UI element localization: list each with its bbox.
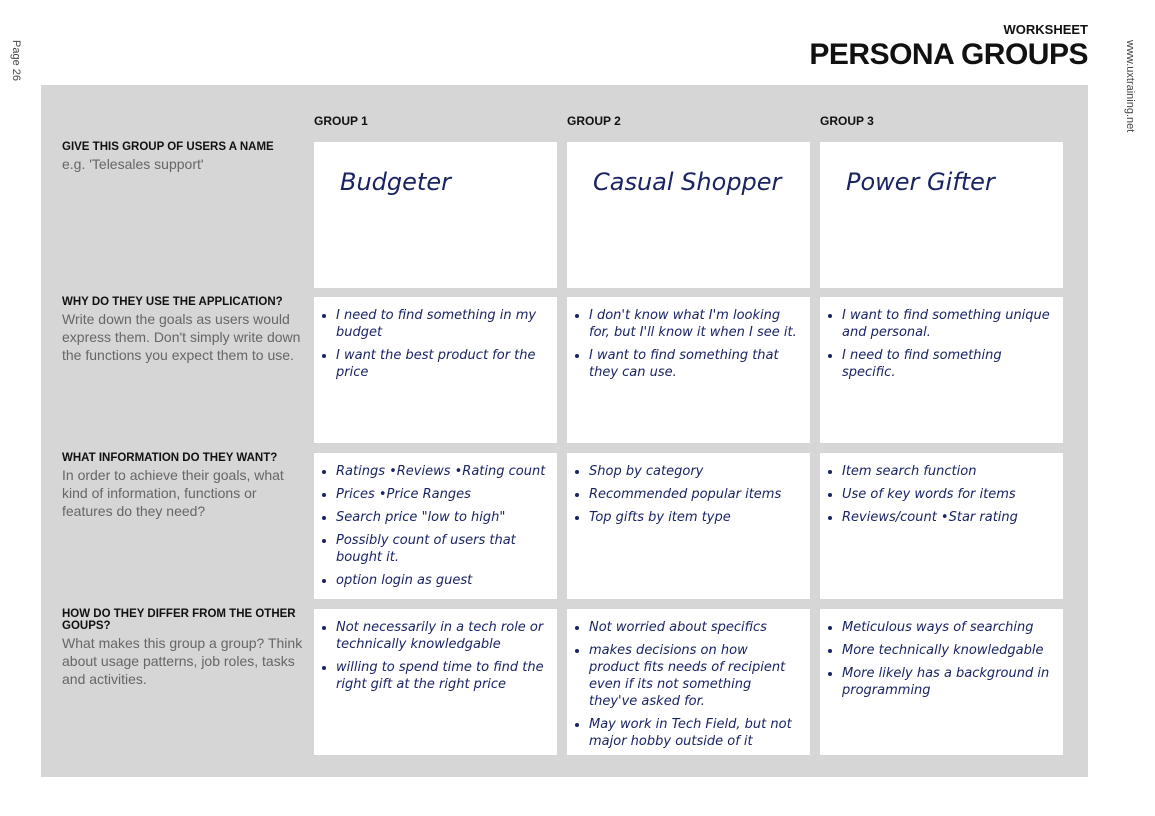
row-label <box>62 141 307 173</box>
row-description: In order to achieve their goals, what kind of information, functions or features do they need? <box>62 467 284 519</box>
note-item: • Not worried about specifics <box>589 619 800 636</box>
note-item: • I want to find something unique and personal. <box>842 307 1053 341</box>
note-item: • More technically knowledgable <box>842 642 1053 659</box>
group-name: Casual Shopper <box>593 168 782 196</box>
row-label <box>62 608 307 688</box>
group-header: GROUP 3 <box>820 114 874 128</box>
note-item: • May work in Tech Field, but not major hobby outside of it <box>589 716 800 750</box>
response-cell[interactable] <box>567 453 810 599</box>
row-description: Write down the goals as users would express them. Don't simply write down the functions you expect them to use. <box>62 311 301 363</box>
note-item: • willing to spend time to find the right gift at the right price <box>336 659 547 693</box>
note-item: • I want to find something that they can use. <box>589 347 800 381</box>
response-cell[interactable] <box>314 297 557 443</box>
response-cell[interactable] <box>567 142 810 288</box>
note-item: • Prices •Price Ranges <box>336 486 547 503</box>
row-description: e.g. 'Telesales support' <box>62 156 204 172</box>
row-heading: WHY DO THEY USE THE APPLICATION? <box>62 296 283 308</box>
note-item: • Ratings •Reviews •Rating count <box>336 463 547 480</box>
note-item: • More likely has a background in programming <box>842 665 1053 699</box>
response-cell[interactable] <box>820 297 1063 443</box>
row-label <box>62 296 307 364</box>
note-item: • Use of key words for items <box>842 486 1053 503</box>
page-number: Page 26 <box>10 40 22 81</box>
group-header: GROUP 1 <box>314 114 368 128</box>
note-item: • Possibly count of users that bought it. <box>336 532 547 566</box>
note-item: • Not necessarily in a tech role or technically knowledgable <box>336 619 547 653</box>
response-cell[interactable] <box>820 142 1063 288</box>
response-cell[interactable] <box>820 609 1063 755</box>
note-item: • I need to find something specific. <box>842 347 1053 381</box>
row-heading: WHAT INFORMATION DO THEY WANT? <box>62 452 278 464</box>
response-cell[interactable] <box>567 297 810 443</box>
row-label <box>62 452 307 520</box>
note-item: • I want the best product for the price <box>336 347 547 381</box>
response-cell[interactable] <box>314 609 557 755</box>
note-item: • Top gifts by item type <box>589 509 800 526</box>
response-cell[interactable] <box>314 142 557 288</box>
note-item: • Meticulous ways of searching <box>842 619 1053 636</box>
note-item: • I need to find something in my budget <box>336 307 547 341</box>
note-item: • Recommended popular items <box>589 486 800 503</box>
response-cell[interactable] <box>314 453 557 599</box>
note-item: • Search price "low to high" <box>336 509 547 526</box>
note-item: • I don't know what I'm looking for, but I'll know it when I see it. <box>589 307 800 341</box>
row-heading: GIVE THIS GROUP OF USERS A NAME <box>62 141 274 153</box>
response-cell[interactable] <box>820 453 1063 599</box>
website-url: www.uxtraining.net <box>1124 40 1136 133</box>
response-cell[interactable] <box>567 609 810 755</box>
row-description: What makes this group a group? Think about usage patterns, job roles, tasks and activities. <box>62 635 303 687</box>
note-item: • makes decisions on how product fits needs of recipient even if its not something they've asked for. <box>589 642 800 710</box>
group-name: Budgeter <box>340 168 451 196</box>
note-item: • Reviews/count •Star rating <box>842 509 1053 526</box>
group-name: Power Gifter <box>846 168 995 196</box>
row-heading: HOW DO THEY DIFFER FROM THE OTHER GOUPS? <box>62 608 296 632</box>
note-item: • Shop by category <box>589 463 800 480</box>
group-header: GROUP 2 <box>567 114 621 128</box>
worksheet-label: WORKSHEET <box>1003 22 1088 37</box>
page-title: PERSONA GROUPS <box>809 38 1088 71</box>
note-item: • option login as guest <box>336 572 547 589</box>
note-item: • Item search function <box>842 463 1053 480</box>
